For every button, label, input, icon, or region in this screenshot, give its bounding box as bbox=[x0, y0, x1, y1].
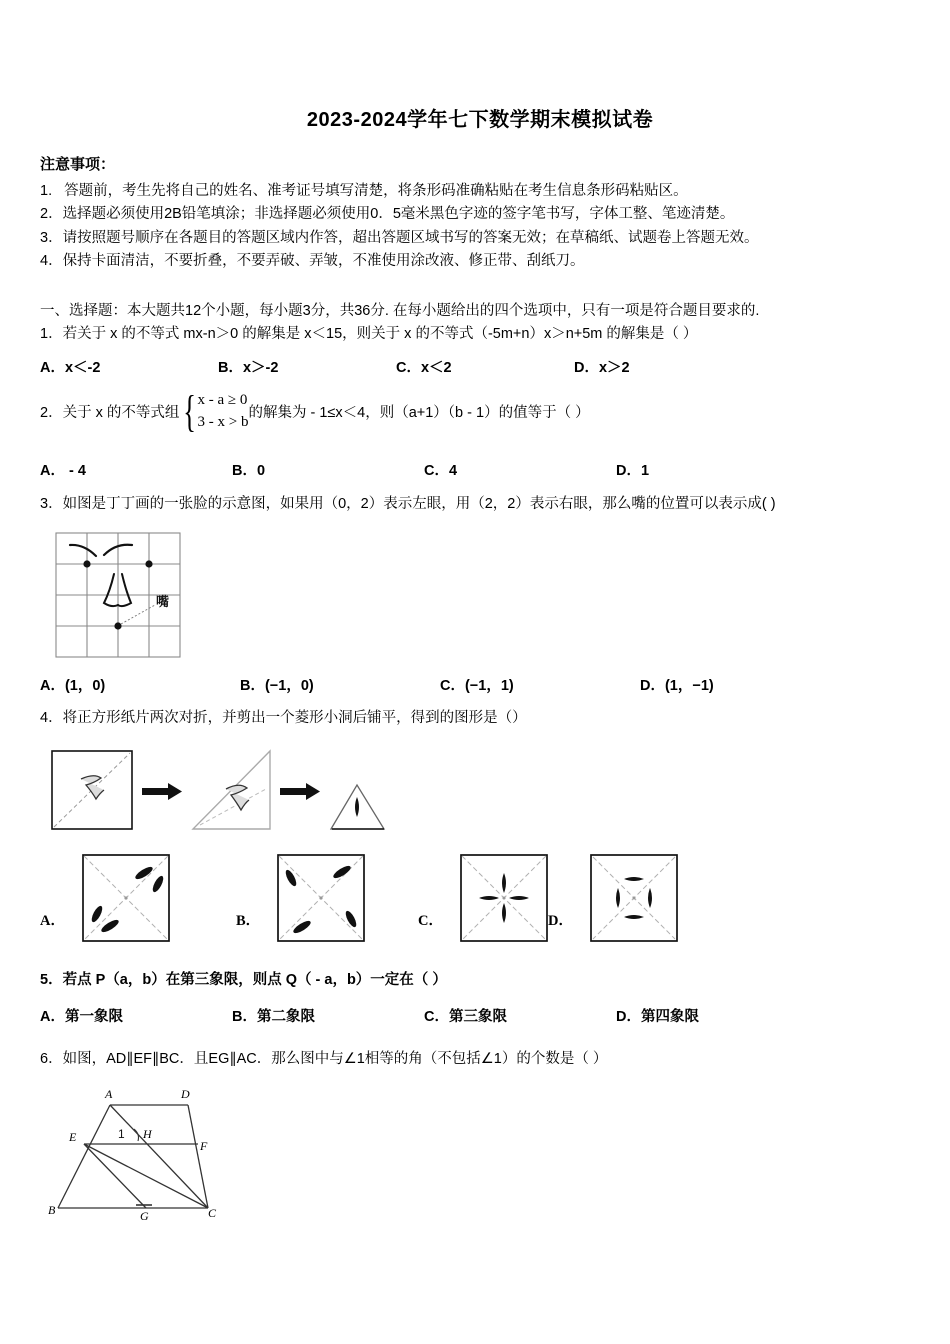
angle-label-1: 1 bbox=[118, 1126, 125, 1141]
question-2-option-b[interactable]: B．0 bbox=[232, 463, 266, 480]
arrow-icon-2 bbox=[280, 783, 320, 800]
question-1-stem: 若关于 x 的不等式 mx-n＞0 的解集是 x＜15，则关于 x 的不等式（-5m+n）x＞n+5m 的解集是（ ） bbox=[62, 326, 698, 343]
question-2-inequality-system bbox=[179, 387, 249, 437]
question-4-option-a-label: A． bbox=[40, 913, 65, 930]
question-2-stem-pre: 关于 x 的不等式组 bbox=[62, 404, 180, 421]
question-3-options bbox=[40, 674, 920, 695]
trapezoid-svg bbox=[48, 1080, 263, 1220]
question-1-option-b[interactable]: B．x＞-2 bbox=[218, 360, 279, 377]
point-label-c: C bbox=[208, 1205, 217, 1220]
mouth-dot bbox=[114, 622, 121, 629]
point-label-f: F bbox=[200, 1138, 208, 1153]
point-label-g: G bbox=[140, 1208, 149, 1220]
question-2-option-c[interactable]: C．4 bbox=[424, 463, 458, 480]
fold-sequence-figure bbox=[48, 745, 388, 837]
question-3-option-d[interactable]: D．(1，−1) bbox=[640, 677, 714, 694]
point-label-a: A bbox=[105, 1086, 113, 1101]
question-2-stem-post: 的解集为 - 1≤x＜4，则（a+1）（b - 1）的值等于（ ） bbox=[248, 404, 590, 421]
question-1-options bbox=[40, 356, 920, 377]
question-4 bbox=[40, 707, 920, 731]
question-3-option-a[interactable]: A．(1，0) bbox=[40, 677, 106, 694]
question-4-option-figures bbox=[40, 851, 920, 957]
page-title: 2023-2024学年七下数学期末模拟试卷 bbox=[306, 109, 654, 131]
question-2-number: 2． bbox=[40, 404, 63, 421]
notice-line-3: 3．请按照题号顺序在各题目的答题区域内作答，超出答题区域书写的答案无效；在草稿纸、试题卷上答题无效。 bbox=[40, 229, 759, 246]
arrow-icon-1 bbox=[142, 783, 182, 800]
question-4-option-b-label: B． bbox=[236, 913, 261, 930]
trapezoid-lines bbox=[58, 1105, 208, 1208]
left-brace-icon: { bbox=[183, 387, 197, 437]
question-1-option-c[interactable]: C．x＜2 bbox=[396, 360, 452, 377]
option-d-figure bbox=[587, 851, 681, 945]
question-4-option-d-label: D． bbox=[548, 913, 573, 930]
question-3-option-b[interactable]: B．(−1，0) bbox=[240, 677, 314, 694]
question-5-option-c[interactable]: C．第三象限 bbox=[424, 1008, 507, 1025]
question-3-number: 3． bbox=[40, 496, 63, 513]
question-5-option-a[interactable]: A．第一象限 bbox=[40, 1008, 123, 1025]
question-3-stem: 如图是丁丁画的一张脸的示意图，如果用（0，2）表示左眼，用（2，2）表示右眼，那么嘴的位置可以表示成( ) bbox=[62, 496, 776, 513]
question-1-option-d[interactable]: D．x＞2 bbox=[574, 360, 630, 377]
notice-line-4: 4．保持卡面清洁，不要折叠，不要弄破、弄皱，不准使用涂改液、修正带、刮纸刀。 bbox=[40, 253, 585, 270]
eyebrow-shapes bbox=[70, 545, 132, 556]
notice-section bbox=[40, 153, 920, 274]
question-2 bbox=[40, 387, 920, 437]
option-b-figure bbox=[274, 851, 368, 945]
question-2-inequality-line-1: x - a ≥ 0 bbox=[197, 392, 248, 409]
question-1 bbox=[40, 323, 920, 347]
question-5-stem: 若点 P（a，b）在第三象限，则点 Q（ - a，b）一定在（ ） bbox=[62, 971, 447, 988]
question-6-stem: 如图，AD∥EF∥BC．且EG∥AC．那么图中与∠1相等的角（不包括∠1）的个数是（ ） bbox=[62, 1050, 608, 1067]
question-3-option-c[interactable]: C．(−1，1) bbox=[440, 677, 514, 694]
point-label-b: B bbox=[48, 1202, 56, 1217]
question-5-options bbox=[40, 1005, 920, 1026]
question-2-option-a[interactable]: A． - 4 bbox=[40, 463, 86, 480]
fold-sequence-svg bbox=[48, 745, 388, 837]
question-1-option-a[interactable]: A．x＜-2 bbox=[40, 360, 101, 377]
question-5-option-b[interactable]: B．第二象限 bbox=[232, 1008, 315, 1025]
question-4-option-a[interactable] bbox=[40, 851, 173, 945]
question-6 bbox=[40, 1048, 920, 1072]
section-one-header: 一、选择题：本大题共12个小题，每小题3分，共36分. 在每小题给出的四个选项中，只有一项是符合题目要求的. bbox=[40, 302, 760, 319]
point-label-h: H bbox=[143, 1126, 152, 1141]
question-3 bbox=[40, 493, 920, 517]
option-a-figure bbox=[79, 851, 173, 945]
question-5-option-d[interactable]: D．第四象限 bbox=[616, 1008, 699, 1025]
fold-step-1 bbox=[52, 751, 132, 829]
mouth-leader-line bbox=[121, 605, 155, 624]
face-grid-figure bbox=[52, 529, 185, 660]
option-c-figure bbox=[457, 851, 551, 945]
question-6-number: 6． bbox=[40, 1050, 63, 1067]
fold-step-3 bbox=[331, 785, 384, 829]
notice-heading: 注意事项： bbox=[40, 156, 116, 173]
question-4-number: 4． bbox=[40, 709, 63, 726]
fold-step-2 bbox=[193, 751, 270, 829]
point-label-e: E bbox=[69, 1129, 77, 1144]
question-5-number: 5． bbox=[40, 971, 63, 988]
notice-line-1: 1. 答题前，考生先将自己的姓名、准考证号填写清楚，将条形码准确粘贴在考生信息条形码粘贴区。 bbox=[40, 183, 688, 199]
question-4-option-c[interactable] bbox=[418, 851, 551, 945]
question-1-number: 1． bbox=[40, 326, 63, 343]
trapezoid-figure bbox=[48, 1080, 263, 1220]
question-2-options bbox=[40, 459, 920, 480]
question-4-stem: 将正方形纸片两次对折，并剪出一个菱形小洞后铺平，得到的图形是（） bbox=[62, 709, 527, 726]
question-5 bbox=[40, 969, 920, 993]
left-eye-dot bbox=[83, 560, 90, 567]
question-4-option-d[interactable] bbox=[548, 851, 681, 945]
question-2-inequality-line-2: 3 - x > b bbox=[197, 414, 249, 431]
notice-line-2: 2．选择题必须使用2B铅笔填涂；非选择题必须使用0．5毫米黑色字迹的签字笔书写，字体工整、笔迹清楚。 bbox=[40, 206, 735, 223]
question-2-option-d[interactable]: D．1 bbox=[616, 463, 650, 480]
question-4-option-b[interactable] bbox=[236, 851, 368, 945]
mouth-label: 嘴 bbox=[156, 593, 170, 609]
face-grid-svg bbox=[52, 529, 185, 660]
point-label-d: D bbox=[181, 1086, 190, 1101]
question-4-option-c-label: C． bbox=[418, 913, 443, 930]
right-eye-dot bbox=[145, 560, 152, 567]
